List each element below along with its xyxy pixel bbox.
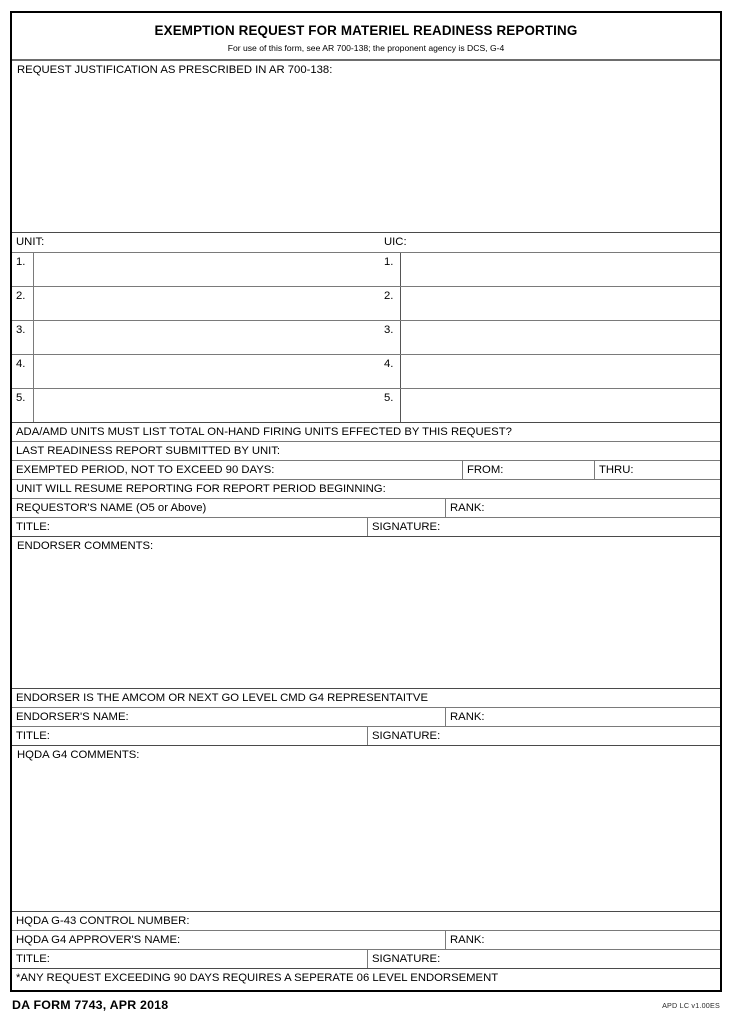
unit-row-input[interactable] — [33, 321, 380, 354]
exceeding-note-row — [12, 969, 720, 988]
uic-column-header: UIC: — [384, 236, 407, 248]
form-id-label: DA FORM 7743, APR 2018 — [12, 998, 169, 1012]
endorser-title-row — [12, 727, 720, 746]
endorser-comments-block[interactable] — [12, 537, 720, 689]
unit-row-input[interactable] — [33, 389, 380, 422]
resume-reporting-label: UNIT WILL RESUME REPORTING FOR REPORT PERIOD BEGINNING: — [16, 483, 386, 495]
unit-row-number: 3. — [16, 324, 26, 336]
apd-version-label: APD LC v1.00ES — [662, 1001, 720, 1010]
hqda-comments-block[interactable] — [12, 746, 720, 912]
hqda-comments-input[interactable] — [12, 762, 720, 906]
endorser-comments-label: ENDORSER COMMENTS: — [17, 540, 154, 552]
uic-row-number: 5. — [384, 392, 394, 404]
last-readiness-row[interactable] — [12, 442, 720, 461]
table-row — [12, 253, 720, 287]
form-frame — [10, 11, 722, 992]
uic-row-number: 1. — [384, 256, 394, 268]
unit-row-input[interactable] — [33, 355, 380, 388]
page-title: EXEMPTION REQUEST FOR MATERIEL READINESS REPORTING — [154, 23, 578, 38]
unit-uic-table — [12, 233, 720, 423]
endorser-note-label: ENDORSER IS THE AMCOM OR NEXT GO LEVEL CMD G4 REPRESENTAITVE — [16, 692, 428, 704]
requestor-title-field[interactable]: TITLE: — [16, 521, 50, 533]
endorser-title-field[interactable]: TITLE: — [16, 730, 50, 742]
uic-row-input[interactable] — [400, 355, 724, 388]
hqda-approver-name-field[interactable]: HQDA G4 APPROVER'S NAME: — [16, 934, 181, 946]
resume-reporting-row[interactable] — [12, 480, 720, 499]
exempted-period-row — [12, 461, 720, 480]
hqda-control-number-label: HQDA G-43 CONTROL NUMBER: — [16, 915, 190, 927]
request-justification-block[interactable] — [12, 61, 720, 233]
unit-row-input[interactable] — [33, 287, 380, 320]
requestor-rank-field[interactable]: RANK: — [445, 499, 724, 517]
endorser-name-row — [12, 708, 720, 727]
hqda-control-number-row[interactable] — [12, 912, 720, 931]
hqda-approver-title-field[interactable]: TITLE: — [16, 953, 50, 965]
table-row — [12, 287, 720, 321]
uic-row-input[interactable] — [400, 287, 724, 320]
uic-row-number: 3. — [384, 324, 394, 336]
hqda-approver-title-row — [12, 950, 720, 969]
exceeding-note-label: *ANY REQUEST EXCEEDING 90 DAYS REQUIRES A SEPERATE 06 LEVEL ENDORSEMENT — [16, 972, 499, 984]
endorser-name-field[interactable]: ENDORSER'S NAME: — [16, 711, 129, 723]
uic-row-number: 4. — [384, 358, 394, 370]
form-header — [12, 13, 720, 61]
uic-row-number: 2. — [384, 290, 394, 302]
form-footer — [10, 997, 722, 1019]
request-justification-label: REQUEST JUSTIFICATION AS PRESCRIBED IN AR 700-138: — [17, 64, 333, 76]
endorser-rank-field[interactable]: RANK: — [445, 708, 724, 726]
hqda-approver-name-row — [12, 931, 720, 950]
form-subtitle: For use of this form, see AR 700-138; the proponent agency is DCS, G-4 — [227, 43, 505, 53]
thru-field[interactable]: THRU: — [594, 461, 724, 479]
table-row — [12, 389, 720, 423]
unit-column-header: UNIT: — [16, 236, 45, 248]
ada-amd-row[interactable] — [12, 423, 720, 442]
unit-row-number: 5. — [16, 392, 26, 404]
hqda-approver-signature-field[interactable]: SIGNATURE: — [367, 950, 724, 968]
hqda-approver-rank-field[interactable]: RANK: — [445, 931, 724, 949]
unit-row-number: 2. — [16, 290, 26, 302]
unit-row-number: 4. — [16, 358, 26, 370]
form-page — [10, 11, 722, 1012]
requestor-title-row — [12, 518, 720, 537]
hqda-comments-label: HQDA G4 COMMENTS: — [17, 749, 140, 761]
endorser-note-row — [12, 689, 720, 708]
table-row — [12, 355, 720, 389]
requestor-signature-field[interactable]: SIGNATURE: — [367, 518, 724, 536]
last-readiness-label: LAST READINESS REPORT SUBMITTED BY UNIT: — [16, 445, 281, 457]
table-row — [12, 321, 720, 355]
uic-row-input[interactable] — [400, 253, 724, 286]
request-justification-input[interactable] — [12, 77, 720, 227]
exempted-period-label: EXEMPTED PERIOD, NOT TO EXCEED 90 DAYS: — [16, 464, 275, 476]
requestor-name-row — [12, 499, 720, 518]
uic-row-input[interactable] — [400, 321, 724, 354]
endorser-signature-field[interactable]: SIGNATURE: — [367, 727, 724, 745]
unit-row-number: 1. — [16, 256, 26, 268]
requestor-name-field[interactable]: REQUESTOR'S NAME (O5 or Above) — [16, 502, 207, 514]
ada-amd-label: ADA/AMD UNITS MUST LIST TOTAL ON-HAND FIRING UNITS EFFECTED BY THIS REQUEST? — [16, 426, 512, 438]
from-field[interactable]: FROM: — [462, 461, 594, 479]
endorser-comments-input[interactable] — [12, 553, 720, 683]
uic-row-input[interactable] — [400, 389, 724, 422]
unit-uic-header-row — [12, 233, 720, 253]
unit-row-input[interactable] — [33, 253, 380, 286]
